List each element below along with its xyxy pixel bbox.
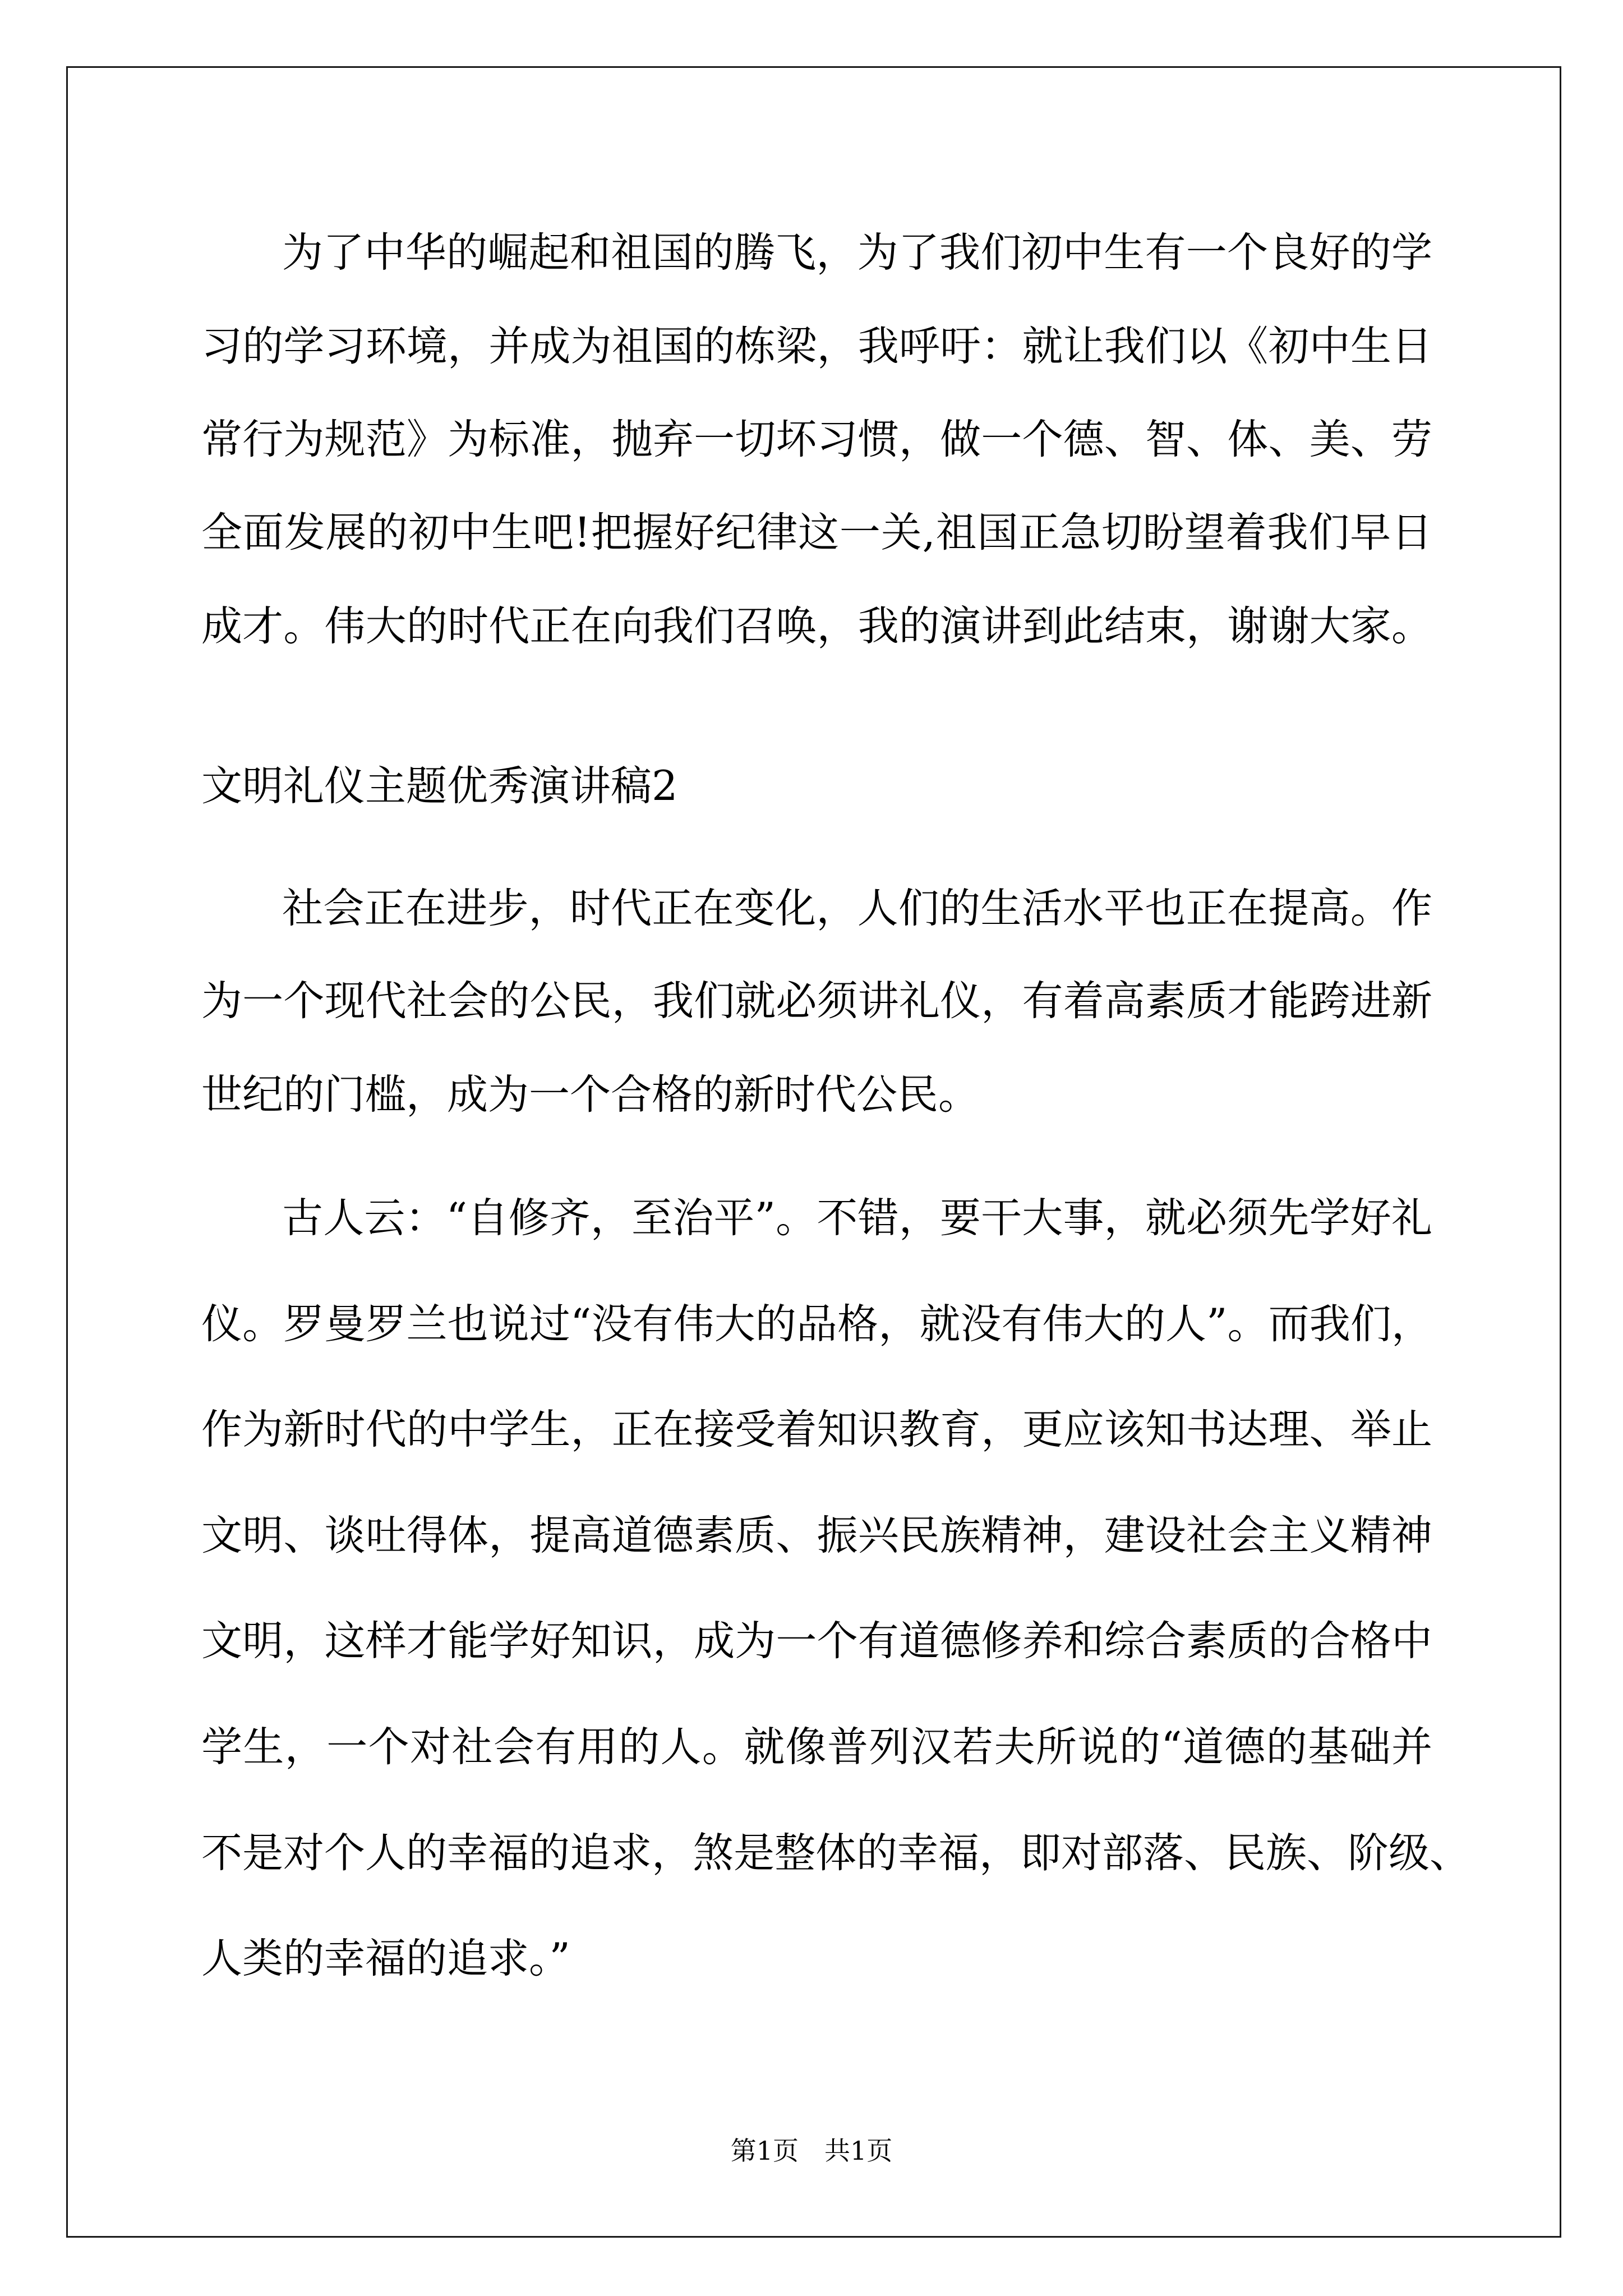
body-text-line: 学生，一个对社会有用的人。就像普列汉若夫所说的“道德的基础并 xyxy=(201,1723,1432,1771)
body-text-line: 世纪的门槛，成为一个合格的新时代公民。 xyxy=(201,1071,979,1119)
body-text-line: 为了中华的崛起和祖国的腾飞，为了我们初中生有一个良好的学 xyxy=(282,229,1432,277)
body-text-line: 文明，这样才能学好知识，成为一个有道德修养和综合素质的合格中 xyxy=(201,1617,1432,1665)
body-text-line: 习的学习环境，并成为祖国的栋梁，我呼吁：就让我们以《初中生日 xyxy=(201,323,1432,370)
speech-title: 文明礼仪主题优秀演讲稿2 xyxy=(201,762,678,810)
body-text-line: 作为新时代的中学生，正在接受着知识教育，更应该知书达理、举止 xyxy=(201,1406,1432,1453)
body-text-line: 成才。伟大的时代正在向我们召唤，我的演讲到此结束，谢谢大家。 xyxy=(201,602,1432,650)
body-text-line: 全面发展的初中生吧!把握好纪律这一关,祖国正急切盼望着我们早日 xyxy=(201,509,1432,556)
page-border xyxy=(66,66,1561,2238)
body-text-line: 为一个现代社会的公民，我们就必须讲礼仪，有着高素质才能跨进新 xyxy=(201,977,1432,1025)
body-text-line: 古人云：“自修齐，至治平”。不错，要干大事，就必须先学好礼 xyxy=(282,1194,1432,1242)
body-text-line: 常行为规范》为标准，抛弃一切坏习惯，做一个德、智、体、美、劳 xyxy=(201,416,1432,463)
body-text-line: 人类的幸福的追求。” xyxy=(201,1935,570,1982)
body-text-line: 社会正在进步，时代正在变化，人们的生活水平也正在提高。作 xyxy=(282,885,1432,932)
body-text-line: 不是对个人的幸福的追求，煞是整体的幸福，即对部落、民族、阶级、 xyxy=(201,1829,1470,1877)
body-text-line: 仪。罗曼罗兰也说过“没有伟大的品格，就没有伟大的人”。而我们， xyxy=(201,1300,1432,1348)
page-number-footer: 第1页 共1页 xyxy=(730,2136,893,2166)
body-text-line: 文明、谈吐得体，提高道德素质、振兴民族精神，建设社会主义精神 xyxy=(201,1512,1432,1559)
